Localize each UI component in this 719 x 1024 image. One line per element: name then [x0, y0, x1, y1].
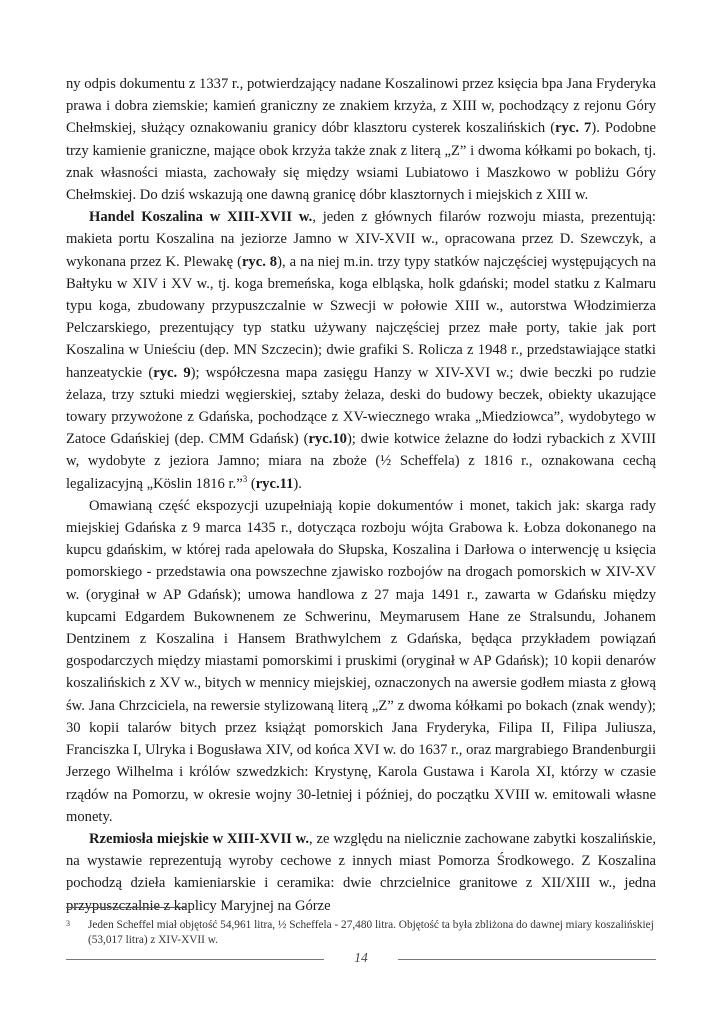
footnote-text: Jeden Scheffel miał objętość 54,961 litra, ½ Scheffela - 27,480 litra. Objętość ta była zbliżona do dawnej miary koszalińskiej (53,017 litra) z XIV-XVII w. — [88, 919, 654, 946]
text-run: , jeden z głównych filarów rozwoju miasta, prezentują: makieta portu Koszalina na jeziorze Jamno w XIV-XVII w., opracowana przez D. Szewczyk, a wykonana przez K. Plewakę ( — [66, 209, 656, 270]
text-run: ( — [247, 475, 256, 492]
text-run: ny odpis dokumentu z 1337 r., potwierdzający nadane Koszalinowi przez księcia bpa Jana Fryderyka prawa i dobra ziemskie; kamień graniczny ze znakiem krzyża, z XIII w, pochodzący z rejonu Góry Chełmskiej, służący oznakowaniu granicy dóbr klasztoru cysterek koszalińskich ( — [66, 76, 656, 137]
bold-text: ryc.11 — [255, 475, 294, 492]
main-text — [66, 73, 656, 917]
text-run: ); współczesna mapa zasięgu Hanzy w XIV-XVI w.; dwie beczki po rudzie żelaza, trzy sztuki miedzi węgierskiej, sztaby żelaza, deski do budowy beczek, obiekty ukazujące towary przywożone z Gdańska, pochodzące z XV-wiecznego wraka „Miedziowca”, wydobytego w Zatoce Gdańskiej (dep. CMM Gdańsk) ( — [66, 364, 656, 448]
text-run: , ze względu na nielicznie zachowane zabytki koszalińskie, na wystawie reprezentują wyroby cechowe z innych miast Pomorza Środkowego. Z Koszalina pochodzą dzieła kamieniarskie i ceramika: dwie chrzcielnice granitowe z XII/XIII w., jedna przypuszczalnie z kaplicy Maryjnej na Górze — [66, 830, 656, 914]
paragraph — [66, 206, 656, 495]
bold-text: ryc.10 — [308, 431, 347, 448]
paragraph — [66, 73, 656, 206]
footnote-number: 3 — [66, 919, 70, 928]
paragraph — [66, 828, 656, 917]
text-run: Omawianą część ekspozycji uzupełniają kopie dokumentów i monet, takich jak: skarga rady miejskiej Gdańska z 9 marca 1435 r., dotycząca rozboju wójta Grabowa k. Łobza dokonanego na kupcu gdańskim, w której rada apelowała do Słupska, Koszalina i Darłowa o interwencję u księcia pomorskiego - przedstawia ona powszechne zjawisko rozbojów na drogach pomorskich w XIV-XV w. (oryginał w AP Gdańsk); umowa handlowa z 27 maja 1491 r., zawarta w Gdańsku między kupcami Edgardem Bukownenem ze Schwerinu, Meymarusem Hane ze Stralsundu, Johanem Dentzinem z Koszalina i Hansem Brathwylchem z Gdańska, będąca przykładem powiązań gospodarczych między miastami pomorskimi i pruskimi (oryginał w AP Gdańsk); 10 kopii denarów koszalińskich z XV w., bitych w mennicy miejskiej, oznaczonych na awersie godłem miasta z głową św. Jana Chrzciciela, na rewersie stylizowaną literą „Z” z dwoma kółkami po bokach (znak wendy); 30 kopii talarów bitych przez książąt pomorskich Jana Fryderyka, Filipa II, Filipa Juliusza, Franciszka I, Ulryka i Bogusława XIV, od końca XVI w. do 1637 r., oraz margrabiego Brandenburgii Jerzego Wilhelma i królów szwedzkich: Krystynę, Karola Gustawa i Karola XI, którzy w czasie rządów na Pomorzu, w okresie wojny 30-letniej i później, do początku XVIII w. emitowali własne monety. — [66, 497, 656, 825]
paragraph — [66, 495, 656, 828]
footnote-ref: 3 — [242, 473, 248, 484]
bold-text: ryc. 9 — [153, 364, 191, 381]
footer-rule-right — [398, 959, 656, 960]
bold-text: Handel Koszalina w XIII-XVII w. — [89, 209, 313, 226]
text-run: ). — [293, 475, 302, 492]
bold-text: ryc. 7 — [555, 120, 592, 137]
page-footer — [66, 952, 656, 966]
page-number: 14 — [354, 950, 368, 965]
footnote — [66, 918, 656, 948]
bold-text: Rzemiosła miejskie w XIII-XVII w. — [89, 830, 310, 847]
footnote-separator — [66, 907, 186, 908]
text-run: ), a na niej m.in. trzy typy statków najczęściej występujących na Bałtyku w XIV i XV w., tj. koga bremeńska, koga elbląska, holk gdański; model statku z Kalmaru typu koga, zbudowany przypuszczalnie w Szwecji w połowie XIII w., autorstwa Włodzimierza Pelczarskiego, prezentujący typ statku używany najczęściej przez małe porty, takie jak port Koszalina w Unieściu (dep. MN Szczecin); dwie grafiki S. Rolicza z 1948 r., przedstawiające statki hanzeatyckie ( — [66, 253, 656, 381]
bold-text: ryc. 8 — [241, 253, 278, 270]
text-run: ). Podobne trzy kamienie graniczne, mające obok krzyża także znak z literą „Z” i dwoma kółkami po bokach, tj. znak własności miasta, zachowały się między wsiami Lubiatowo i Maszkowo w pobliżu Góry Chełmskiej. Do dziś wskazują one dawną granicę dóbr klasztornych i miejskich z XIII w. — [66, 120, 656, 204]
text-run: ); dwie kotwice żelazne do łodzi rybackich z XVIII w, wydobyte z jeziora Jamno; miara na zboże (½ Scheffela) z 1816 r., oznakowana cechą legalizacyjną „Köslin 1816 r.” — [66, 431, 656, 492]
